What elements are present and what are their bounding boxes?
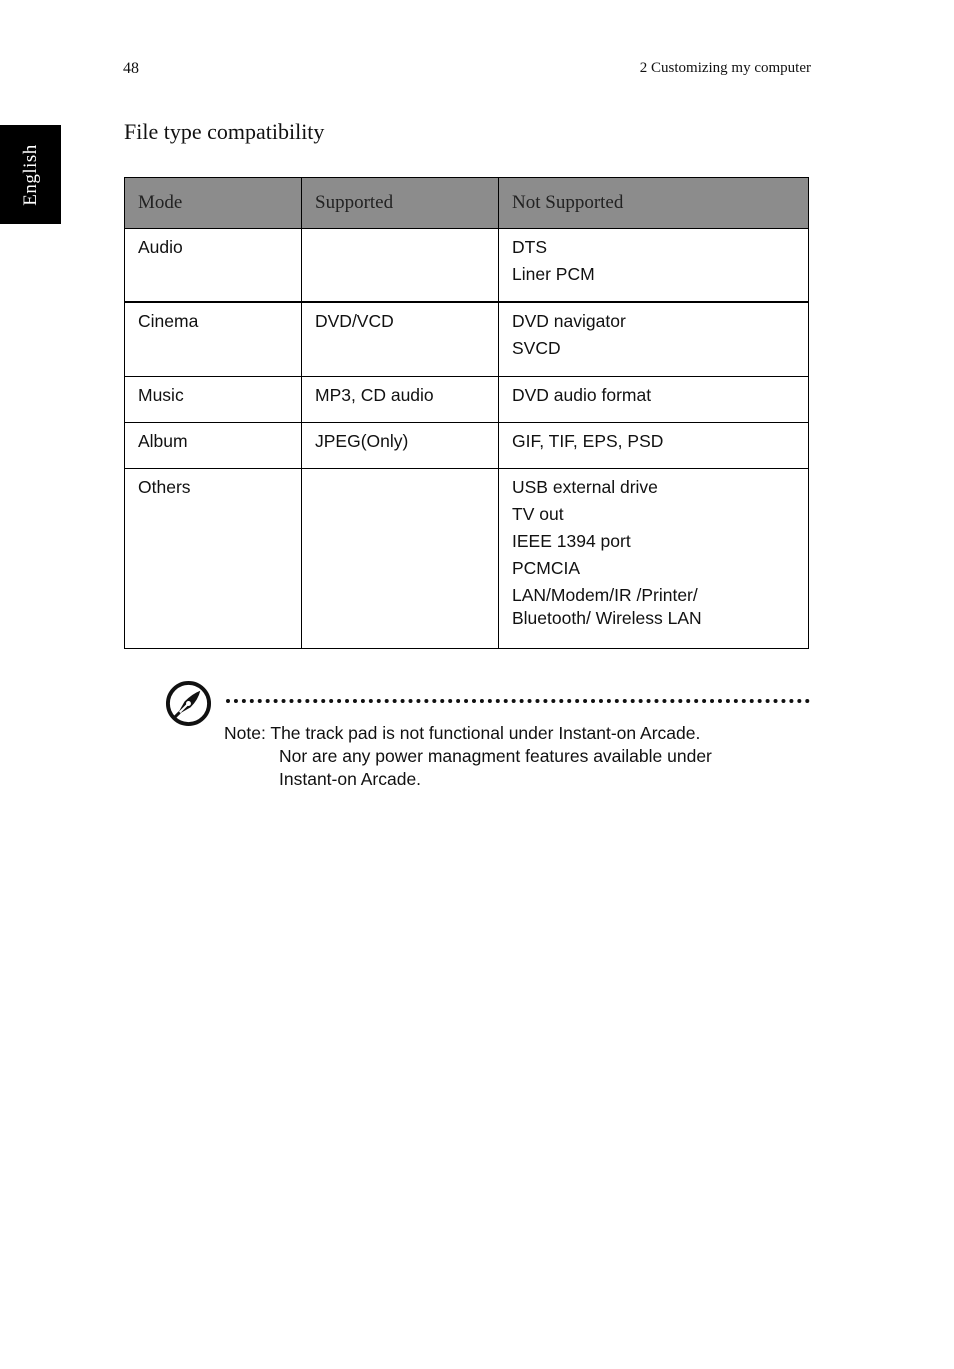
cell-text: MP3, CD audio xyxy=(315,385,434,405)
note-divider xyxy=(226,699,810,703)
cell-text: Liner PCM xyxy=(512,264,595,284)
cell-text: IEEE 1394 port xyxy=(512,531,631,551)
cell-text: LAN/Modem/IR /Printer/ xyxy=(512,585,698,605)
table-row xyxy=(125,302,809,377)
column-header-supported: Supported xyxy=(302,178,499,229)
compatibility-table xyxy=(124,177,809,649)
running-header: 2 Customizing my computer xyxy=(639,60,811,76)
column-header-not-supported: Not Supported xyxy=(499,178,809,229)
cell-not-supported xyxy=(499,423,809,469)
cell-text: Album xyxy=(138,431,188,451)
cell-text: Others xyxy=(138,477,191,497)
cell-mode xyxy=(125,423,302,469)
cell-not-supported xyxy=(499,302,809,377)
cell-text: DTS xyxy=(512,237,547,257)
table-row xyxy=(125,377,809,423)
cell-not-supported xyxy=(499,229,809,303)
section-title: File type compatibility xyxy=(124,119,325,144)
note-line xyxy=(224,722,814,745)
cell-mode xyxy=(125,469,302,649)
cell-text: USB external drive xyxy=(512,477,658,497)
cell-supported xyxy=(302,302,499,377)
table-row xyxy=(125,423,809,469)
cell-text: Audio xyxy=(138,237,183,257)
cell-text: JPEG(Only) xyxy=(315,431,409,451)
note-block xyxy=(224,722,814,791)
cell-text: PCMCIA xyxy=(512,558,581,578)
table-header-row xyxy=(125,178,809,229)
cell-supported xyxy=(302,469,499,649)
note-text: : The track pad is not functional under Instant-on Arcade. xyxy=(260,723,701,743)
cell-mode xyxy=(125,302,302,377)
table-row xyxy=(125,469,809,649)
cell-supported xyxy=(302,423,499,469)
cell-text: SVCD xyxy=(512,338,561,358)
cell-supported xyxy=(302,229,499,303)
note-line: Instant-on Arcade. xyxy=(279,769,422,789)
page-number: 48 xyxy=(123,60,139,77)
cell-text: DVD audio format xyxy=(512,385,652,405)
cell-mode xyxy=(125,229,302,303)
cell-text: DVD/VCD xyxy=(315,311,394,331)
language-tab-label: English xyxy=(19,143,41,206)
cell-text: Cinema xyxy=(138,311,199,331)
cell-mode xyxy=(125,377,302,423)
note-pen-icon xyxy=(165,680,212,727)
note-line: Nor are any power managment features available under xyxy=(279,746,712,766)
cell-supported xyxy=(302,377,499,423)
table-row xyxy=(125,229,809,303)
column-header-mode: Mode xyxy=(125,178,302,229)
cell-text: Bluetooth/ Wireless LAN xyxy=(512,608,702,628)
language-tab xyxy=(0,125,61,224)
cell-not-supported xyxy=(499,469,809,649)
cell-text: DVD navigator xyxy=(512,311,626,331)
cell-not-supported xyxy=(499,377,809,423)
cell-text: TV out xyxy=(512,504,564,524)
cell-text: GIF, TIF, EPS, PSD xyxy=(512,431,664,451)
note-label: Note xyxy=(224,723,261,743)
cell-text: Music xyxy=(138,385,184,405)
